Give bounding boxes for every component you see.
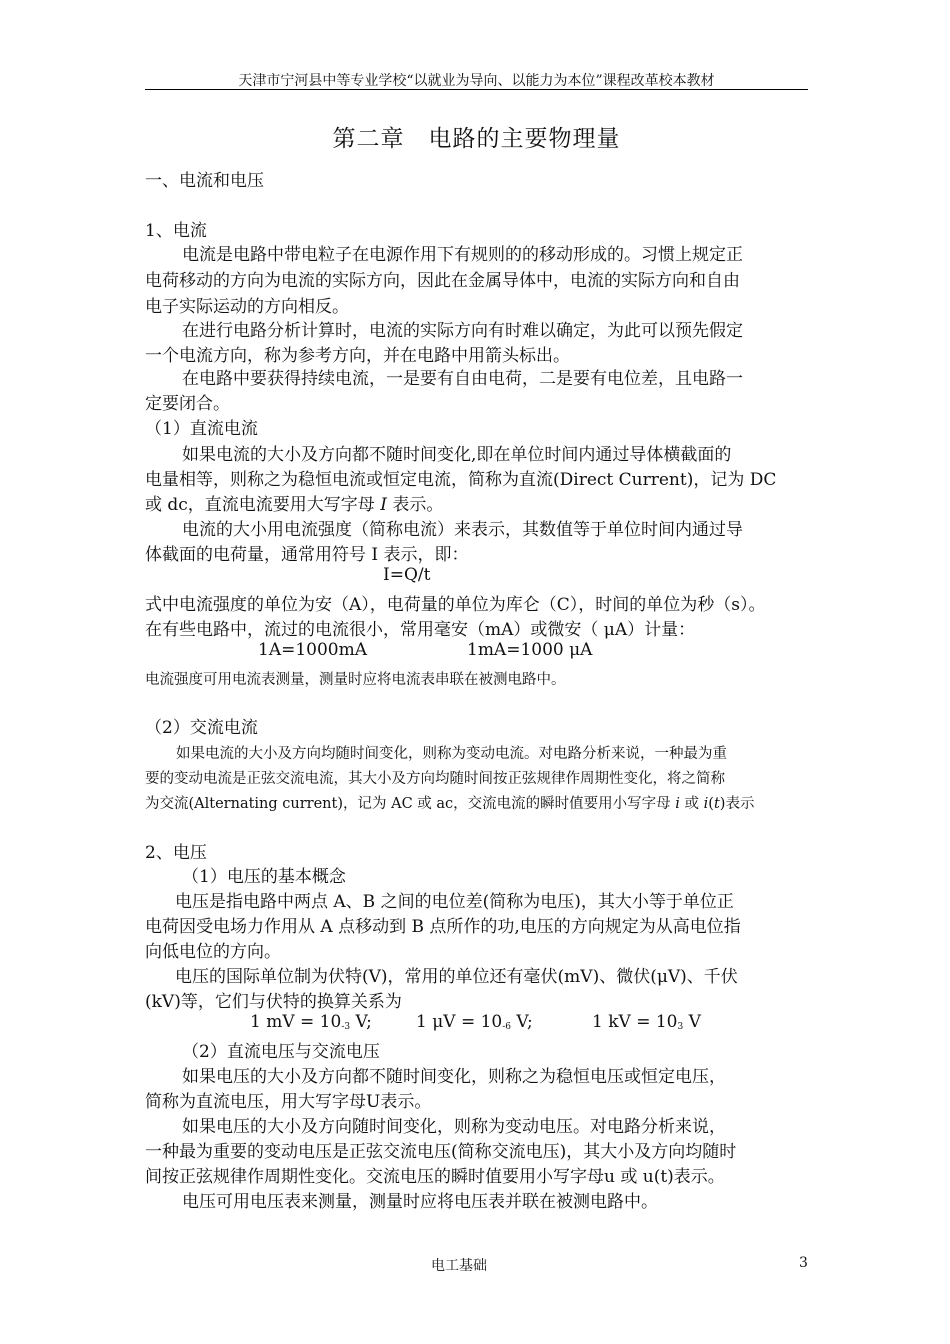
text-run: ) [719,796,726,812]
conversion-ma: 1A=1000mA [258,640,367,660]
paragraph-line: 向低电位的方向。 [145,942,281,962]
paragraph-line: (kV)等，它们与伏特的换算关系为 [145,992,402,1012]
paragraph-line: 电流的大小用电流强度（简称电流）来表示，其数值等于单位时间内通过导 [182,520,743,540]
paragraph-line: 电流是电路中带电粒子在电源作用下有规则的的移动形成的。习惯上规定正 [182,245,743,265]
paragraph-line: 要的变动电流是正弦交流电流，其大小及方向均随时间按正弦规律作周期性变化，将之简称 [145,771,725,787]
paragraph-line: 一个电流方向，称为参考方向，并在电路中用箭头标出。 [145,346,570,366]
paragraph-line: 电子实际运动的方向相反。 [145,297,349,317]
conversion-mv [250,1012,372,1032]
paragraph-line: 电荷因受电场力作用从 A 点移动到 B 点所作的功,电压的方向规定为从高电位指 [145,917,741,937]
paragraph-line: 电压是指电路中两点 A、B 之间的电位差(简称为电压)，其大小等于单位正 [175,892,734,912]
text-run: 表示。 [386,495,444,515]
paragraph-line: 如果电压的大小及方向都不随时间变化，则称之为稳恒电压或恒定电压， [182,1067,726,1087]
text-run: 为交流(Alternating current)，记为 AC 或 ac，交流电流的瞬时值要用小写字母 [145,796,676,812]
paragraph-line: 电流强度可用电流表测量，测量时应将电流表串联在被测电路中。 [145,672,566,688]
footer-course: 电工基础 [431,1258,487,1274]
symbol-i: i [675,796,680,812]
paragraph-line [145,792,754,813]
paragraph-line: 在进行电路分析计算时，电流的实际方向有时难以确定，为此可以预先假定 [182,321,743,341]
header-rule [145,89,808,90]
paragraph-line: 间按正弦规律作周期性变化。交流电压的瞬时值要用小写字母u 或 u(t)表示。 [145,1167,725,1187]
paragraph-line: 式中电流强度的单位为安（A），电荷量的单位为库仑（C），时间的单位为秒（s）。 [145,595,766,615]
page-number: 3 [799,1255,808,1271]
dc-heading: （1）直流电流 [145,419,258,439]
subsection-heading: 1、电流 [145,221,207,241]
chapter-title: 第二章 电路的主要物理量 [332,126,621,152]
text-run: ( [708,796,714,812]
section-heading: 一、电流和电压 [145,171,264,191]
paragraph-line: 在电路中要获得持续电流，一是要有自由电荷，二是要有电位差，且电路一 [182,369,743,389]
exponent: 3 [677,1022,684,1032]
text-run: V; [511,1012,533,1032]
paragraph-line: 简称为直流电压，用大写字母U表示。 [145,1092,432,1112]
conversion-uv [416,1012,533,1032]
conversion-ua: 1mA=1000 μA [467,640,593,660]
ac-heading: （2）交流电流 [145,718,258,738]
subsection-heading: 2、电压 [145,843,207,863]
paragraph-line: 在有些电路中，流过的电流很小，常用毫安（mA）或微安（ μA）计量： [145,620,696,640]
paragraph-line: 电压可用电压表来测量，测量时应将电压表并联在被测电路中。 [182,1192,658,1212]
voltage-heading: （2）直流电压与交流电压 [182,1042,380,1062]
text-run: 1 mV = 10 [250,1012,342,1032]
voltage-heading: （1）电压的基本概念 [182,867,346,887]
symbol-t: t [713,796,720,812]
conversion-kv [592,1012,701,1032]
paragraph-line: 如果电流的大小及方向都不随时间变化,即在单位时间内通过导体横截面的 [182,445,732,465]
paragraph-line: 如果电压的大小及方向随时间变化，则称为变动电压。对电路分析来说， [182,1117,726,1137]
symbol-current: I [380,495,387,515]
paragraph-line: 电荷移动的方向为电流的实际方向，因此在金属导体中，电流的实际方向和自由 [145,271,740,291]
text-run: 或 [679,796,704,812]
text-run: 1 kV = 10 [592,1012,678,1032]
formula-current: I=Q/t [383,565,431,585]
header-text: 天津市宁河县中等专业学校“以就业为导向、以能力为本位”课程改革校本教材 [238,73,715,89]
symbol-i: i [703,796,709,812]
exponent: -6 [502,1022,512,1032]
text-run: V; [350,1012,372,1032]
paragraph-line [145,490,443,515]
text-run: 表示 [725,796,755,812]
paragraph-line: 体截面的电荷量，通常用符号 I 表示，即： [145,545,469,565]
paragraph-line: 电量相等，则称之为稳恒电流或恒定电流，简称为直流(Direct Current)，记为 DC [145,470,777,490]
text-run: 或 dc，直流电流要用大写字母 [145,495,381,515]
paragraph-line: 电压的国际单位制为伏特(V)，常用的单位还有毫伏(mV)、微伏(μV)、千伏 [175,967,738,987]
exponent: -3 [341,1022,351,1032]
text-run: 1 μV = 10 [416,1012,503,1032]
paragraph-line: 定要闭合。 [145,394,230,414]
paragraph-line: 如果电流的大小及方向均随时间变化，则称为变动电流。对电路分析来说，一种最为重 [176,746,727,762]
paragraph-line: 一种最为重要的变动电压是正弦交流电压(简称交流电压)，其大小及方向均随时 [145,1142,737,1162]
text-run: V [683,1012,701,1032]
